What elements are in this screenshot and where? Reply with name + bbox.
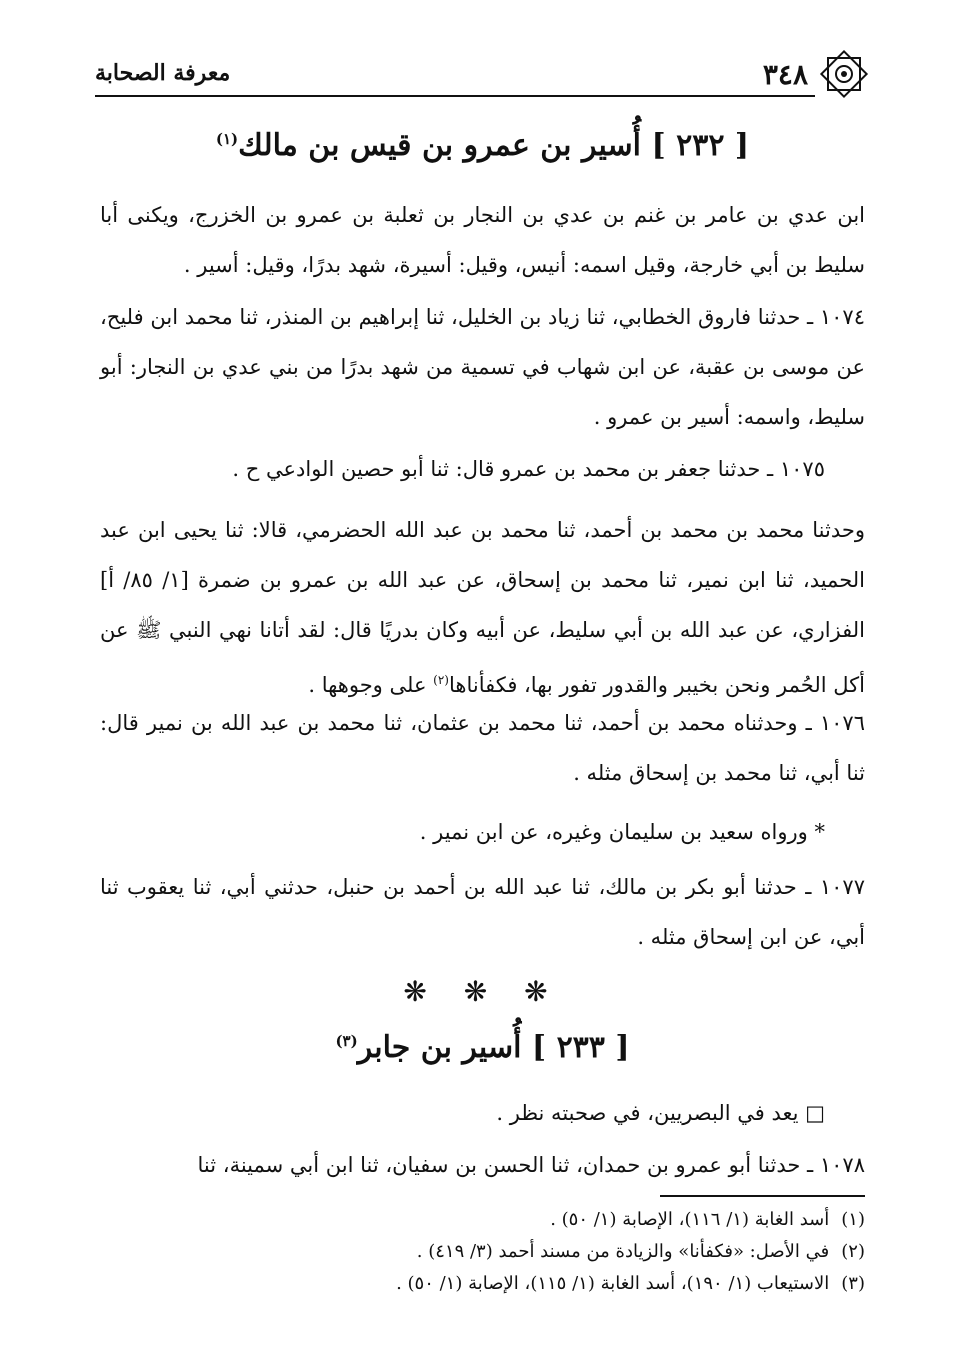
octagram-ornament-icon [818, 48, 870, 100]
footnote-ref: (٣) [335, 1032, 358, 1050]
footnote-divider [660, 1195, 865, 1197]
hadith-1077: ١٠٧٧ ـ حدثنا أبو بكر بن مالك، ثنا عبد الله بن أحمد بن حنبل، حدثني أبي، ثنا يعقوب ثنا أبي، عن ابن إسحاق مثله . [100, 875, 865, 949]
hadith-1075-chain: وحدثنا محمد بن محمد بن أحمد، ثنا محمد بن عبد الله الحضرمي، قالا: ثنا يحيى ابن عبد الحميد، ثنا ابن نمير، ثنا محمد بن إسحاق، عن عبد الله بن عمرو بن ضمرة [١/ ٨٥/ أ] الفزاري، عن عبد الله بن أبي سليط، عن أبيه وكان بدريًا قال: لقد أتانا نهي النبي ﷺ عن أكل الحُمر ونحن بخيبر والقدور تفور بها، فكفأناها$^{(٢)}$ على وجوهها . [100, 518, 865, 697]
footnote-text: الاستيعاب (١/ ١٩٠)، أسد الغابة (١/ ١١٥)، الإصابة (١/ ٥٠) . [396, 1273, 830, 1294]
footnote-ref: (٢) [433, 673, 449, 687]
entry-number: ٢٣٢ [676, 128, 725, 163]
hadith-1076-note: * ورواه سعيد بن سليمان وغيره، عن ابن نمير . [419, 820, 825, 844]
footnote-text: في الأصل: «فكفأنا» والزيادة من مسند أحمد (٣/ ٤١٩) . [416, 1241, 830, 1262]
entry-intro: □ يعد في البصريين، في صحبته نظر . [496, 1101, 825, 1125]
entry-name: أُسير بن جابر [357, 1030, 522, 1065]
footnote-ref: (١) [215, 130, 239, 148]
hadith-1074: ١٠٧٤ ـ حدثنا فاروق الخطابي، ثنا زياد بن الخليل، ثنا إبراهيم بن المنذر، ثنا محمد ابن فليح، عن موسى بن عقبة، عن ابن شهاب في تسمية من شهد بدرًا من بني عدي بن النجار: أبو سليط، واسمه: أسير بن عمرو . [100, 305, 865, 429]
page-number: ٣٤٨ [762, 58, 808, 91]
entry-heading: [ ٢٣٢ ] أُسير بن عمرو بن قيس بن مالك$^{(١)}$ [215, 128, 750, 163]
footnote-number: (١) [841, 1209, 865, 1230]
entry-name: أُسير بن عمرو بن قيس بن مالك [238, 128, 642, 163]
entry-intro: ابن عدي بن عامر بن غنم بن عدي بن النجار بن ثعلبة بن عمرو بن الخزرج، ويكنى أبا سليط بن أبي خارجة، وقيل اسمه: أنيس، وقيل: أسيرة، شهد بدرًا، وقيل: أسير . [100, 203, 865, 277]
hadith-1075: ١٠٧٥ ـ حدثنا جعفر بن محمد بن عمرو قال: ثنا أبو حصين الوادعي ح . [232, 457, 825, 481]
entry-number: ٢٣٣ [556, 1030, 605, 1065]
header-divider [95, 95, 815, 97]
footnote-number: (٣) [841, 1273, 865, 1294]
entry-heading: [ ٢٣٣ ] أُسير بن جابر$^{(٣)}$ [335, 1030, 630, 1065]
footnote [100, 1237, 865, 1267]
footnote [100, 1205, 865, 1235]
hadith-1078: ١٠٧٨ ـ حدثنا أبو عمرو بن حمدان، ثنا الحسن بن سفيان، ثنا ابن أبي سمينة، ثنا [197, 1153, 865, 1177]
section-separator: ❋ ❋ ❋ [403, 975, 562, 1008]
footnote [100, 1269, 865, 1299]
footnote-text: أسد الغابة (١/ ١١٦)، الإصابة (١/ ٥٠) . [550, 1209, 830, 1230]
page-header [95, 48, 870, 100]
footnote-number: (٢) [841, 1241, 865, 1262]
hadith-1076: ١٠٧٦ ـ وحدثناه محمد بن أحمد، ثنا محمد بن عثمان، ثنا محمد بن عبد الله بن نمير قال: ثنا أبي، ثنا محمد بن إسحاق مثله . [100, 711, 865, 785]
running-title: معرفة الصحابة [95, 60, 231, 86]
